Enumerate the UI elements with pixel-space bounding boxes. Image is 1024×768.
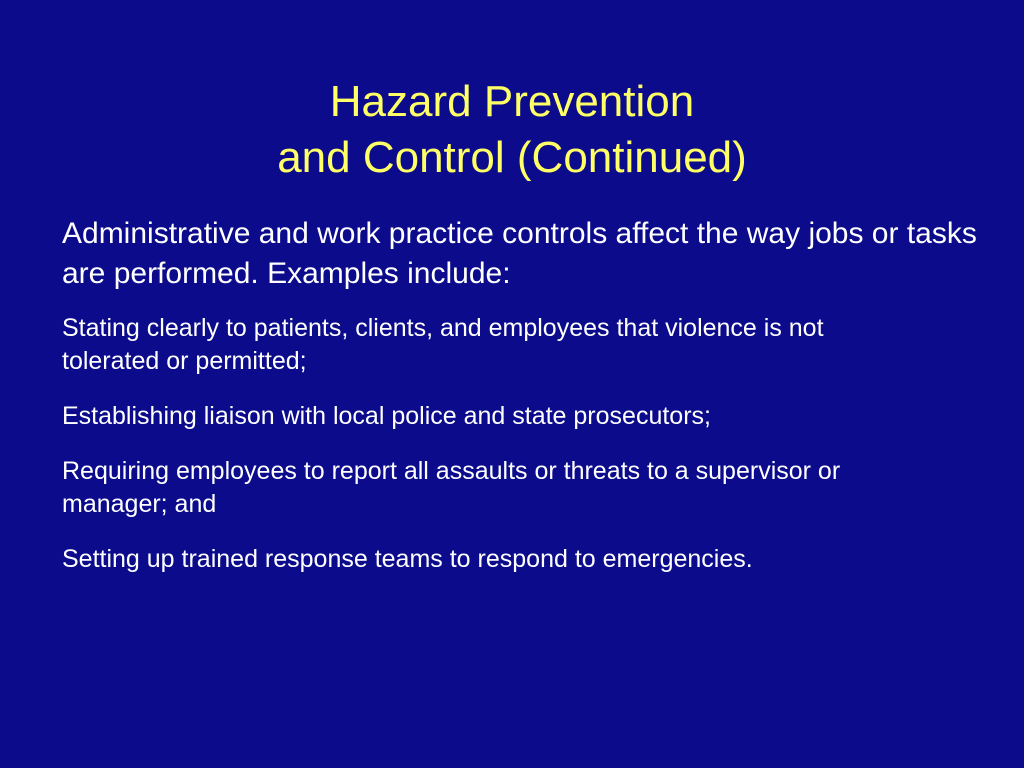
list-item: Establishing liaison with local police and state prosecutors; [62,402,711,430]
title-line-1: Hazard Prevention [329,77,695,126]
title-line-2: and Control (Continued) [277,133,747,182]
list-item: Requiring employees to report all assaults or threats to a supervisor or manager; and [62,457,841,518]
lead-paragraph: Administrative and work practice controls affect the way jobs or tasks are performed. Examples include: [62,217,977,290]
slide-title [0,74,1024,186]
slide-body [62,214,992,598]
list-item: Setting up trained response teams to respond to emergencies. [62,545,753,573]
list-item: Stating clearly to patients, clients, and employees that violence is not tolerated or permitted; [62,314,824,375]
